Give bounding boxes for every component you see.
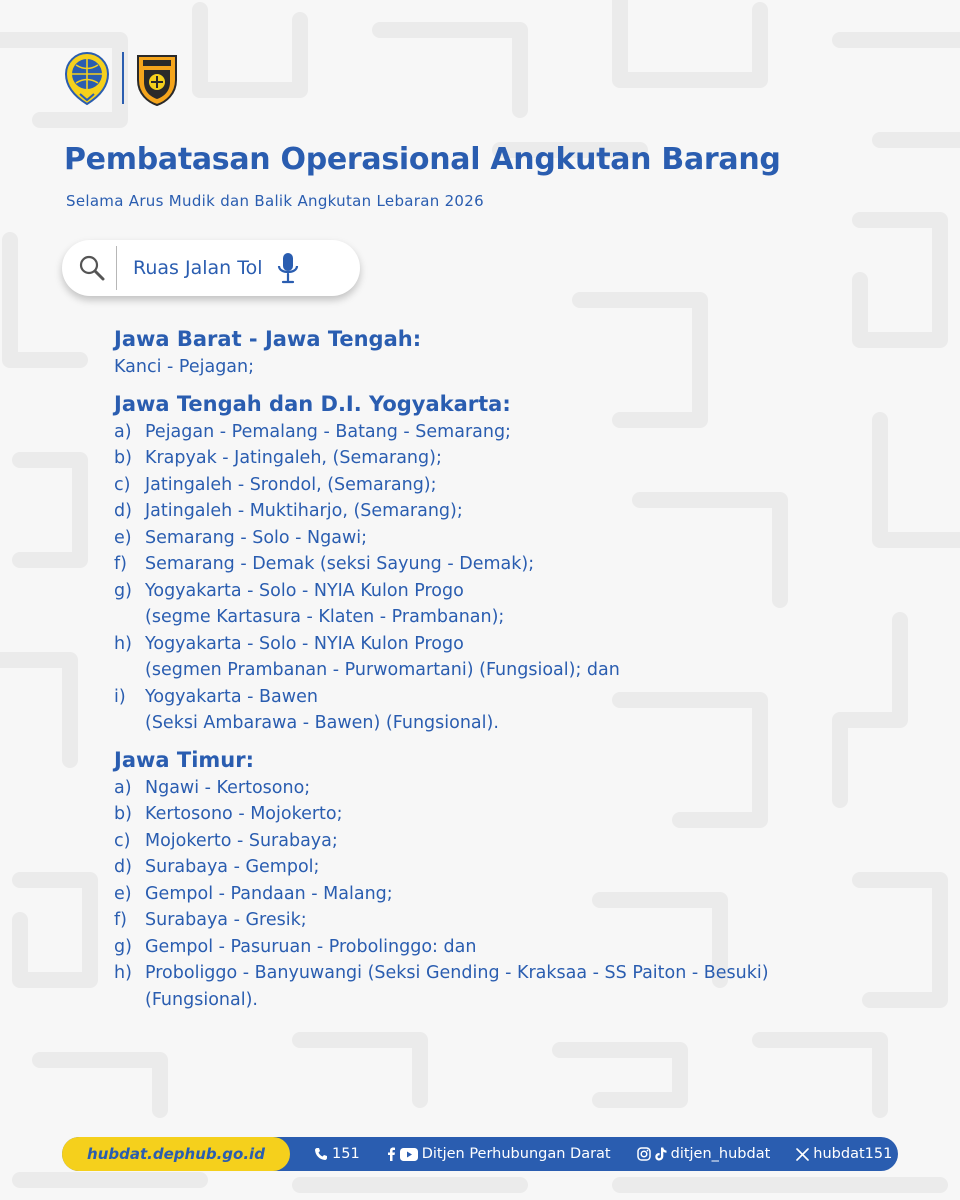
list-item: a) Pejagan - Pemalang - Batang - Semarang; <box>114 421 511 442</box>
list-item: h) Yogyakarta - Solo - NYIA Kulon Progo <box>114 633 464 654</box>
list-item-continuation: (Seksi Ambarawa - Bawen) (Fungsional). <box>145 713 499 733</box>
tiktok-icon <box>655 1147 667 1161</box>
list-item: c) Jatingaleh - Srondol, (Semarang); <box>114 474 437 495</box>
section-heading: Jawa Barat - Jawa Tengah: <box>114 327 422 351</box>
search-query-text: Ruas Jalan Tol <box>133 257 263 279</box>
website-link[interactable]: hubdat.dephub.go.id <box>62 1137 290 1171</box>
phone-contact[interactable]: 151 <box>314 1146 360 1162</box>
page-title: Pembatasan Operasional Angkutan Barang <box>64 142 781 177</box>
phone-icon <box>314 1147 328 1161</box>
x-twitter-icon <box>796 1148 809 1161</box>
list-item-continuation: (segme Kartasura - Klaten - Prambanan); <box>145 607 505 627</box>
search-icon <box>78 254 106 282</box>
list-item: f) Semarang - Demak (seksi Sayung - Demak); <box>114 554 535 574</box>
page-subtitle: Selama Arus Mudik dan Balik Angkutan Lebaran 2026 <box>66 192 484 210</box>
header-logos <box>62 50 180 106</box>
kemenhub-logo <box>62 50 112 106</box>
list-item: f) Surabaya - Gresik; <box>114 910 307 930</box>
search-bar[interactable] <box>62 240 360 296</box>
list-item: d) Jatingaleh - Muktiharjo, (Semarang); <box>114 501 463 521</box>
list-item: g) Gempol - Pasuruan - Probolinggo: dan <box>114 936 477 957</box>
facebook-icon <box>386 1147 396 1161</box>
search-divider <box>116 246 117 290</box>
list-item: e) Gempol - Pandaan - Malang; <box>114 883 393 904</box>
section-jawa-timur <box>114 745 934 1014</box>
instagram-tiktok-contact[interactable]: ditjen_hubdat <box>637 1146 771 1162</box>
section-heading: Jawa Tengah dan D.I. Yogyakarta: <box>114 391 511 416</box>
facebook-youtube-contact[interactable]: Ditjen Perhubungan Darat <box>386 1146 611 1162</box>
list-item: h) Proboliggo - Banyuwangi (Seksi Gending - Kraksaa - SS Paiton - Besuki) <box>114 963 769 983</box>
list-item: d) Surabaya - Gempol; <box>114 857 320 877</box>
list-item-continuation: (Fungsional). <box>145 989 258 1010</box>
hubdat-emblem-logo <box>134 50 180 106</box>
list-item: g) Yogyakarta - Solo - NYIA Kulon Progo <box>114 580 464 601</box>
list-item: e) Semarang - Solo - Ngawi; <box>114 527 368 548</box>
list-item: b) Kertosono - Mojokerto; <box>114 804 343 824</box>
list-item: a) Ngawi - Kertosono; <box>114 777 311 798</box>
list-item: i) Yogyakarta - Bawen <box>114 686 318 707</box>
footer-bar <box>62 1137 898 1171</box>
x-twitter-contact[interactable]: hubdat151 <box>796 1146 892 1162</box>
section-heading: Jawa Timur: <box>114 747 254 772</box>
list-item: c) Mojokerto - Surabaya; <box>114 830 338 851</box>
youtube-icon <box>400 1148 418 1161</box>
list-item-continuation: (segmen Prambanan - Purwomartani) (Fungsioal); dan <box>145 660 620 680</box>
section-jawa-tengah-diy <box>114 389 934 737</box>
list-item: b) Krapyak - Jatingaleh, (Semarang); <box>114 448 442 468</box>
toll-road-list <box>114 324 934 1013</box>
microphone-icon[interactable] <box>277 252 299 284</box>
instagram-icon <box>637 1147 651 1161</box>
logo-divider <box>122 52 124 104</box>
list-item: Kanci - Pejagan; <box>114 357 255 377</box>
section-jawa-barat-jawa-tengah <box>114 324 934 381</box>
